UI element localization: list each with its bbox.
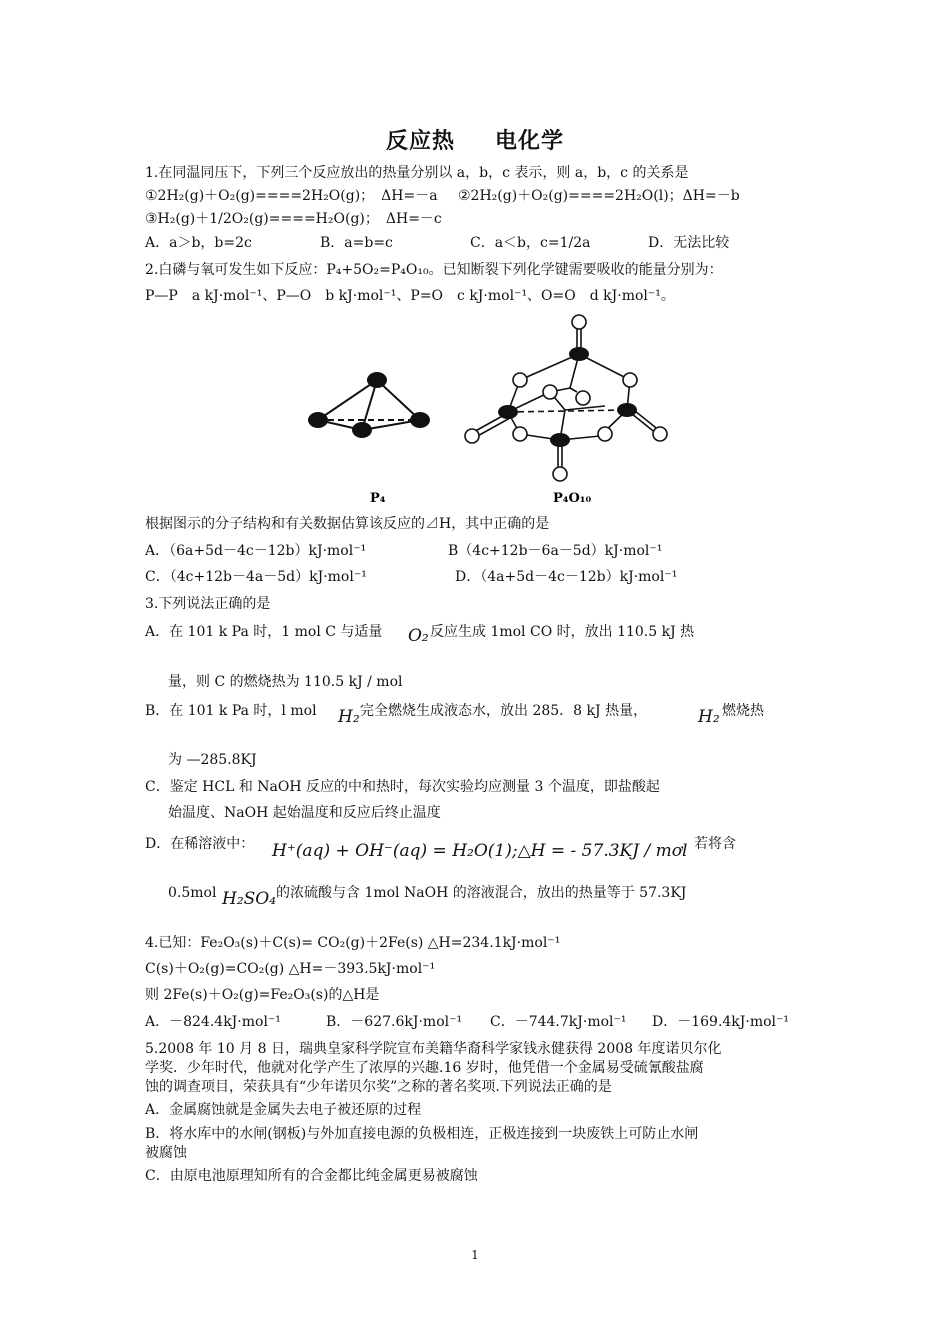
o-atom — [653, 427, 667, 441]
q5-line1: 5.2008 年 10 月 8 日，瑞典皇家科学院宣布美籍华裔科学家钱永健获得 2008 年度诺贝尔化 — [145, 1041, 722, 1057]
p-atom — [550, 433, 570, 447]
o-atom — [598, 427, 612, 441]
title-part2: 电化学 — [495, 129, 565, 154]
q1-option-a: A．a＞b，b=2c — [145, 235, 252, 251]
q2-option-d: D．（4a+5d－4c－12b）kJ·mol⁻¹ — [455, 569, 678, 585]
o-atom — [513, 427, 527, 441]
q4-option-d: D．－169.4kJ·mol⁻¹ — [652, 1014, 790, 1030]
q1-option-c: C．a＜b，c=1/2a — [470, 235, 591, 251]
q3-option-a-o2: O₂ — [408, 626, 429, 646]
q3-option-d-line2b: 的浓硫酸与含 1mol NaOH 的溶液混合，放出的热量等于 57.3KJ — [276, 885, 687, 901]
q3-option-c-line1: C．鉴定 HCL 和 NaOH 反应的中和热时，每次实验均应测量 3 个温度，即盐酸起 — [145, 779, 660, 795]
q3-option-b-h2: H₂ — [338, 707, 360, 727]
p4o10-label: P₄O₁₀ — [553, 491, 592, 506]
q3-option-a-line1b: 反应生成 1mol CO 时，放出 110.5 kJ 热 — [430, 624, 695, 640]
q5-line3: 蚀的调查项目，荣获具有“少年诺贝尔奖”之称的著名奖项.下列说法正确的是 — [145, 1079, 612, 1095]
q2-option-c: C．（4c+12b－4a－5d）kJ·mol⁻¹ — [145, 569, 367, 585]
q1-option-d: D．无法比较 — [648, 235, 730, 251]
q1-eq3: ③H₂(g)＋1/2O₂(g)====H₂O(g)； ΔH=－c — [145, 211, 442, 227]
q3-option-b-line1: B．在 101 k Pa 时，l mol — [145, 703, 317, 719]
page-number: 1 — [471, 1248, 479, 1262]
o-atom — [576, 391, 590, 405]
q3-option-b-line2: 为 —285.8KJ — [168, 752, 257, 768]
q4-option-a: A．－824.4kJ·mol⁻¹ — [145, 1014, 281, 1030]
q2-option-a: A．（6a+5d－4c－12b）kJ·mol⁻¹ — [145, 543, 367, 559]
q4-option-b: B．－627.6kJ·mol⁻¹ — [326, 1014, 463, 1030]
q3-option-a-line2: 量，则 C 的燃烧热为 110.5 kJ / mol — [168, 674, 403, 690]
q4-line2: C(s)＋O₂(g)=CO₂(g) △H=－393.5kJ·mol⁻¹ — [145, 961, 436, 977]
q2-stem: 2.白磷与氧可发生如下反应：P₄+5O₂=P₄O₁₀。已知断裂下列化学键需要吸收的能量分别为： — [145, 262, 723, 278]
q2-option-b: B（4c+12b－6a－5d）kJ·mol⁻¹ — [448, 543, 663, 559]
q3-option-a-line1: A．在 101 k Pa 时，1 mol C 与适量 — [145, 624, 383, 640]
q2-bonds: P—P a kJ·mol⁻¹、P—O b kJ·mol⁻¹、P=O c kJ·mol⁻¹、O=O d kJ·mol⁻¹。 — [145, 288, 675, 304]
p4-molecule-diagram — [300, 365, 440, 510]
q3-option-d-line2: 0.5mol — [168, 885, 217, 901]
q3-option-d-line1b: ，若将含 — [680, 836, 736, 852]
p-atom — [410, 412, 430, 428]
q5-option-b-line1: B．将水库中的水闸(钢板)与外加直接电源的负极相连，正极连接到一块废铁上可防止水闸 — [145, 1126, 699, 1142]
o-atom — [553, 467, 567, 481]
page-title — [0, 124, 950, 155]
p-atom — [308, 412, 328, 428]
q4-stem: 4.已知：Fe₂O₃(s)＋C(s)= CO₂(g)＋2Fe(s) △H=234.1kJ·mol⁻¹ — [145, 935, 561, 951]
q3-option-b-line1b: 完全燃烧生成液态水，放出 285．8 kJ 热量， — [360, 703, 648, 719]
q5-option-a: A．金属腐蚀就是金属失去电子被还原的过程 — [145, 1102, 422, 1118]
q3-option-b-line1c: 燃烧热 — [722, 703, 764, 719]
q1-stem: 1.在同温同压下，下列三个反应放出的热量分别以 a，b，c 表示，则 a，b，c 的关系是 — [145, 165, 689, 181]
p-atom — [617, 403, 637, 417]
q3-option-d-equation: H⁺(aq) + OH⁻(aq) = H₂O(1);△H = - 57.3KJ / mol — [272, 841, 688, 861]
p4o10-molecule-diagram — [455, 310, 695, 510]
p-atom — [367, 372, 387, 388]
o-atom — [623, 373, 637, 387]
q4-line3: 则 2Fe(s)＋O₂(g)=Fe₂O₃(s)的△H是 — [145, 987, 380, 1003]
q3-option-c-line2: 始温度、NaOH 起始温度和反应后终止温度 — [168, 805, 441, 821]
o-atom — [465, 429, 479, 443]
q1-eq2: ②2H₂(g)＋O₂(g)====2H₂O(l)；ΔH=－b — [458, 188, 740, 204]
p4-label: P₄ — [370, 491, 386, 506]
q5-line2: 学奖．少年时代，他就对化学产生了浓厚的兴趣.16 岁时，他凭借一个金属易受硫氰酸盐腐 — [145, 1060, 704, 1076]
p-atom — [498, 405, 518, 419]
q3-option-b-h2b: H₂ — [698, 707, 720, 727]
q4-option-c: C．－744.7kJ·mol⁻¹ — [490, 1014, 627, 1030]
p-atom — [352, 422, 372, 438]
q5-option-b-line2: 被腐蚀 — [145, 1145, 187, 1161]
p-atom — [569, 347, 589, 361]
q3-option-d-h2so4: H₂SO₄ — [222, 889, 277, 909]
q3-option-d-line1: D．在稀溶液中： — [145, 836, 255, 852]
o-atom — [543, 385, 557, 399]
q5-option-c: C．由原电池原理知所有的合金都比纯金属更易被腐蚀 — [145, 1168, 478, 1184]
o-atom — [572, 315, 586, 329]
q2-question: 根据图示的分子结构和有关数据估算该反应的⊿H，其中正确的是 — [145, 516, 550, 532]
q1-option-b: B．a=b=c — [320, 235, 393, 251]
title-part1: 反应热 — [385, 129, 455, 154]
q3-stem: 3.下列说法正确的是 — [145, 596, 271, 612]
q1-eq1: ①2H₂(g)＋O₂(g)====2H₂O(g)； ΔH=－a — [145, 188, 438, 204]
o-atom — [513, 373, 527, 387]
